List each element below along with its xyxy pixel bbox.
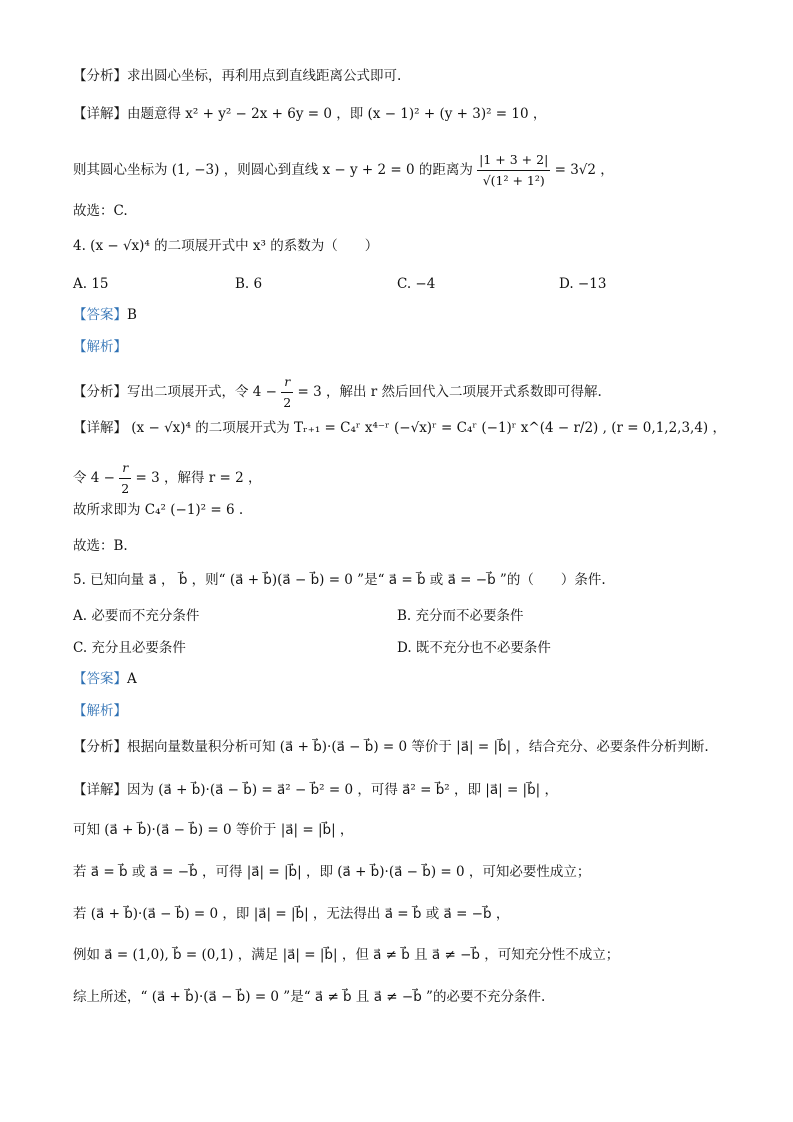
q5-answer-line <box>73 669 137 689</box>
q3-detail: 【详解】由题意得 x² + y² − 2x + 6y = 0 ，即 (x − 1)² + (y + 3)² = 10 ， <box>73 106 547 122</box>
q4-result: 故所求即为 C₄² (−1)² = 6 . <box>73 502 244 518</box>
q4-option-d: D. −13 <box>559 276 607 292</box>
q4-let-denominator: 2 <box>121 481 130 496</box>
q5-option-b: B. 充分而不必要条件 <box>397 608 524 624</box>
q4-answer-tag: 【答案】 <box>73 307 127 323</box>
q5-stem: 5. 已知向量 a⃗ ， b⃗ ，则“ (a⃗ + b⃗)(a⃗ − b⃗) = 0 ”是“ a⃗ = b⃗ 或 a⃗ = −b⃗ ”的（ ）条件. <box>73 572 606 588</box>
q4-let-numerator: r <box>119 458 131 479</box>
q4-answer-line <box>73 305 137 325</box>
q5-explain-tag: 【解析】 <box>73 703 127 719</box>
q4-stem: 4. (x − √x)⁴ 的二项展开式中 x³ 的系数为（ ） <box>73 238 379 254</box>
q3-analysis: 【分析】求出圆心坐标，再利用点到直线距离公式即可. <box>73 68 402 84</box>
q4-answer: B <box>127 307 137 323</box>
q4-let-fraction <box>119 458 131 499</box>
q5-line-4: 若 (a⃗ + b⃗)·(a⃗ − b⃗) = 0 ，即 |a⃗| = |b⃗| ，无法得出 a⃗ = b⃗ 或 a⃗ = −b⃗ ， <box>73 906 510 922</box>
q3-choice: 故选：C. <box>73 203 128 219</box>
q5-option-a: A. 必要而不充分条件 <box>73 608 200 624</box>
q5-answer-tag: 【答案】 <box>73 671 127 687</box>
q5-line-3: 若 a⃗ = b⃗ 或 a⃗ = −b⃗ ，可得 |a⃗| = |b⃗| ，即 (a⃗ + b⃗)·(a⃗ − b⃗) = 0 ，可知必要性成立； <box>73 864 591 880</box>
q4-analysis-numerator: r <box>281 372 293 393</box>
q4-let-post: = 3 ，解得 r = 2 ， <box>135 470 262 486</box>
q5-option-c: C. 充分且必要条件 <box>73 640 186 656</box>
q4-choice: 故选：B. <box>73 538 128 554</box>
q3-distance-line <box>73 150 614 191</box>
q5-analysis: 【分析】根据向量数量积分析可知 (a⃗ + b⃗)·(a⃗ − b⃗) = 0 等价于 |a⃗| = |b⃗| ，结合充分、必要条件分析判断. <box>73 739 709 755</box>
q4-analysis-post: = 3 ，解出 r 然后回代入二项展开式系数即可得解. <box>297 384 602 400</box>
q3-distance-numerator: |1 + 3 + 2| <box>477 150 550 171</box>
q4-analysis-pre: 【分析】写出二项展开式，令 4 − <box>73 384 277 400</box>
q5-line-2: 可知 (a⃗ + b⃗)·(a⃗ − b⃗) = 0 等价于 |a⃗| = |b⃗| ， <box>73 822 354 838</box>
q3-distance-denominator: √(1² + 1²) <box>482 173 545 188</box>
q3-center-text: 则其圆心坐标为 (1, −3) ，则圆心到直线 x − y + 2 = 0 的距离为 <box>73 162 473 178</box>
q4-option-a: A. 15 <box>73 276 109 292</box>
q5-option-d: D. 既不充分也不必要条件 <box>397 640 551 656</box>
q5-detail: 【详解】因为 (a⃗ + b⃗)·(a⃗ − b⃗) = a⃗² − b⃗² = 0 ，可得 a⃗² = b⃗² ，即 |a⃗| = |b⃗| ， <box>73 782 559 798</box>
q4-option-b: B. 6 <box>235 276 263 292</box>
q4-let-line <box>73 458 262 499</box>
q5-line-6: 综上所述，“ (a⃗ + b⃗)·(a⃗ − b⃗) = 0 ”是“ a⃗ ≠ b⃗ 且 a⃗ ≠ −b⃗ ”的必要不充分条件. <box>73 989 546 1005</box>
q4-option-c: C. −4 <box>397 276 436 292</box>
q4-detail: 【详解】 (x − √x)⁴ 的二项展开式为 Tᵣ₊₁ = C₄ʳ x⁴⁻ʳ (−√x)ʳ = C₄ʳ (−1)ʳ x^(4 − r/2) , (r = 0,1,2,3,4) ， <box>73 420 726 436</box>
q3-distance-fraction <box>477 150 550 191</box>
q4-analysis-denominator: 2 <box>283 395 292 410</box>
q4-analysis-fraction <box>281 372 293 413</box>
q5-answer: A <box>127 671 137 687</box>
q4-analysis-line <box>73 372 602 413</box>
q5-line-5: 例如 a⃗ = (1,0), b⃗ = (0,1) ，满足 |a⃗| = |b⃗| ，但 a⃗ ≠ b⃗ 且 a⃗ ≠ −b⃗ ，可知充分性不成立； <box>73 947 620 963</box>
q3-distance-result: = 3√2 ， <box>554 162 614 178</box>
q4-explain-tag: 【解析】 <box>73 339 127 355</box>
q4-let-pre: 令 4 − <box>73 470 115 486</box>
